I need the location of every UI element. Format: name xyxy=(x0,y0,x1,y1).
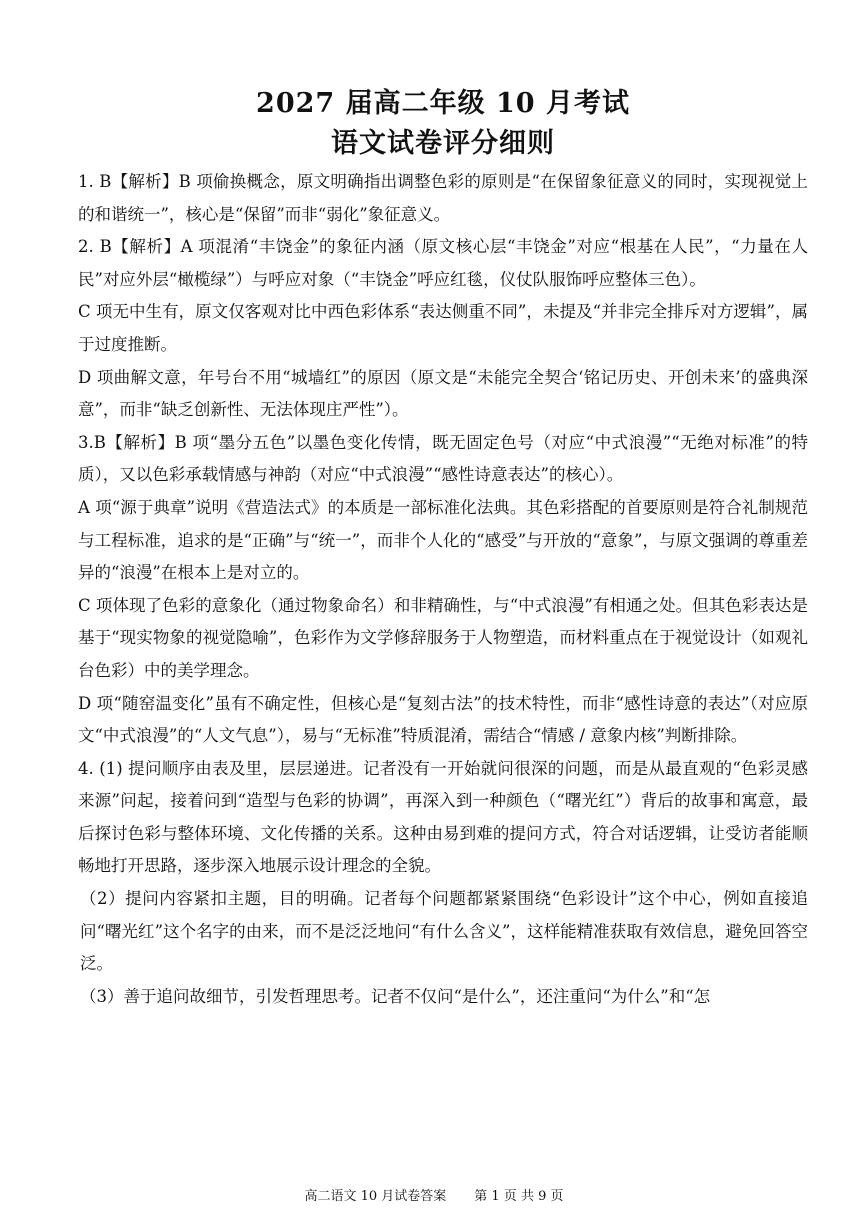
paragraph-q3-option-a: A 项“源于典章”说明《营造法式》的本质是一部标准化法典。其色彩搭配的首要原则是符合礼制规范与工程标准，追求的是“正确”与“统一”，而非个人化的“感受”与开放的“意象”，与原文强调的尊重差异的“浪漫”在根本上是对立的。 xyxy=(78,497,808,583)
page-title: 2027 届高二年级 10 月考试 xyxy=(256,88,630,119)
paragraph-q2-option-c: C 项无中生有，原文仅客观对比中西色彩体系“表达侧重不同”，未提及“并非完全排斥对方逻辑”，属于过度推断。 xyxy=(78,302,808,354)
paragraph-q3-option-c: C 项体现了色彩的意象化（通过物象命名）和非精确性，与“中式浪漫”有相通之处。但其色彩表达是基于“现实物象的视觉隐喻”，色彩作为文学修辞服务于人物塑造，而材料重点在于视觉设计（如观礼台色彩）中的美学理念。 xyxy=(78,595,808,680)
page-footer xyxy=(0,1188,868,1206)
paragraph-q2-option-d: D 项曲解文意，年号台不用“城墙红”的原因（原文是“未能完全契合‘铭记历史、开创未来’的盛典深意”，而非“缺乏创新性、无法体现庄严性”）。 xyxy=(78,367,808,420)
paragraph-q3: 3.B【解析】B 项“墨分五色”以墨色变化传情，既无固定色号（对应“中式浪漫”“无绝对标准”的特质），又以色彩承载情感与神韵（对应“中式浪漫”“感性诗意表达”的核心）。 xyxy=(78,432,808,485)
paragraph-q3-option-d: D 项“随窑温变化”虽有不确定性，但核心是“复刻古法”的技术特性，而非“感性诗意的表达”（对应原文“中式浪漫”的“人文气息”），易与“无标准”特质混淆，需结合“情感 / 意象内核”判断排除。 xyxy=(78,693,808,746)
paragraph-q4-point1: 4. (1) 提问顺序由表及里，层层递进。记者没有一开始就问很深的问题，而是从最直观的“色彩灵感来源”问起，接着问到“造型与色彩的协调”，再深入到一种颜色（“曙光红”）背后的故事和寓意，最后探讨色彩与整体环境、文化传播的关系。这种由易到难的提问方式，符合对话逻辑，让受访者能顺畅地打开思路，逐步深入地展示设计理念的全貌。 xyxy=(78,758,808,876)
answer-content xyxy=(78,166,808,1013)
page-subtitle: 语文试卷评分细则 xyxy=(331,128,555,159)
paragraph-q4-point3: （3）善于追问故细节，引发哲理思考。记者不仅问“是什么”，还注重问“为什么”和“怎 xyxy=(80,986,711,1006)
paragraph-q1: 1. B【解析】B 项偷换概念，原文明确指出调整色彩的原则是“在保留象征意义的同时，实现视觉上的和谐统一”，核心是“保留”而非“弱化”象征意义。 xyxy=(78,172,808,224)
footer-course: 高二语文 10 月试卷答案 xyxy=(304,1189,447,1204)
paragraph-q4-point2: （2）提问内容紧扣主题，目的明确。记者每个问题都紧紧围绕“色彩设计”这个中心，例如直接追问“曙光红”这个名字的由来，而不是泛泛地问“有什么含义”，这样能精准获取有效信息，避免回答空泛。 xyxy=(80,889,808,974)
paragraph-q2: 2. B【解析】A 项混淆“丰饶金”的象征内涵（原文核心层“丰饶金”对应“根基在人民”，“力量在人民”对应外层“橄榄绿”）与呼应对象（“丰饶金”呼应红毯，仪仗队服饰呼应整体三色）。 xyxy=(78,237,808,289)
footer-page-number: 第 1 页 共 9 页 xyxy=(474,1189,564,1204)
